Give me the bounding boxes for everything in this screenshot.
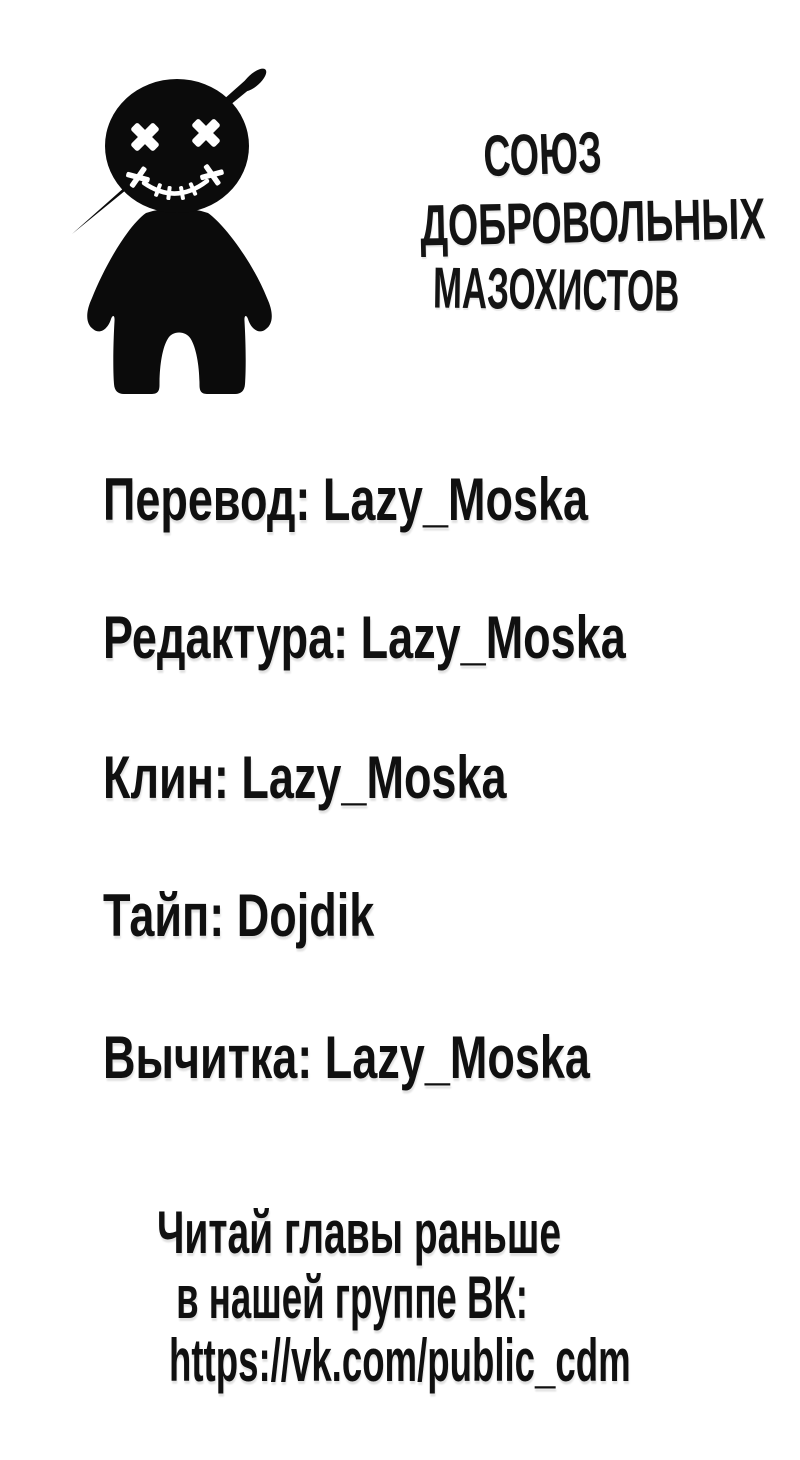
group-name-line-1: СОЮЗ bbox=[482, 119, 603, 190]
group-name-line-3: МАЗОХИСТОВ bbox=[432, 255, 680, 324]
group-name-line-2: ДОБРОВОЛЬНЫХ bbox=[419, 186, 766, 259]
credit-line-typesetting: Тайп: Dojdik bbox=[103, 882, 375, 949]
credit-line-editing: Редактура: Lazy_Moska bbox=[103, 604, 626, 671]
voodoo-doll-icon bbox=[60, 55, 300, 405]
footer-note-line-2: в нашей группе ВК: bbox=[176, 1264, 528, 1331]
doll-body bbox=[87, 208, 272, 394]
footer-note-line-1: Читай главы раньше bbox=[157, 1199, 562, 1266]
voodoo-doll-logo bbox=[60, 55, 300, 405]
footer-vk-url[interactable]: https://vk.com/public_cdm bbox=[169, 1327, 631, 1394]
credit-line-cleaning: Клин: Lazy_Moska bbox=[103, 744, 507, 811]
credit-line-proofreading: Вычитка: Lazy_Moska bbox=[103, 1024, 590, 1091]
credit-line-translation: Перевод: Lazy_Moska bbox=[103, 466, 589, 533]
